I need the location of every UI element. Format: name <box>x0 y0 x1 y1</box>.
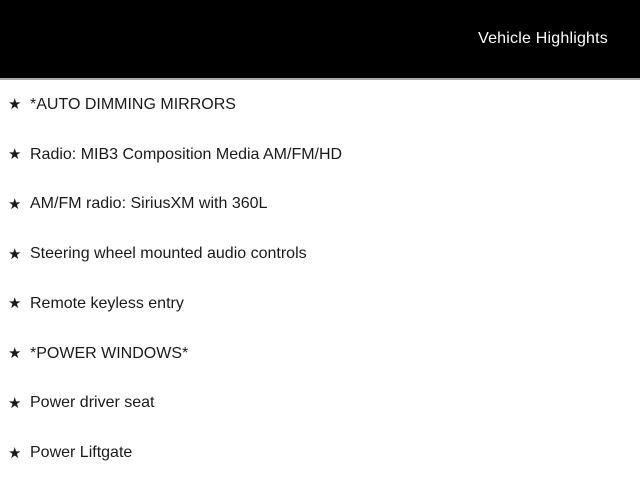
star-bullet-icon: ★ <box>8 96 22 114</box>
list-item <box>8 279 640 329</box>
list-item-label: Radio: MIB3 Composition Media AM/FM/HD <box>30 145 343 163</box>
list-item-label: Power driver seat <box>30 394 155 412</box>
header-bar <box>0 0 640 80</box>
list-item-label: *AUTO DIMMING MIRRORS <box>30 95 236 113</box>
star-bullet-icon: ★ <box>8 345 22 363</box>
star-bullet-icon: ★ <box>8 245 22 263</box>
list-item <box>8 428 640 478</box>
page-title: Vehicle Highlights <box>478 30 608 47</box>
list-item-label: Power Liftgate <box>30 444 133 462</box>
star-bullet-icon: ★ <box>8 444 22 462</box>
list-item <box>8 329 640 379</box>
star-bullet-icon: ★ <box>8 295 22 313</box>
list-item <box>8 379 640 429</box>
star-bullet-icon: ★ <box>8 146 22 164</box>
list-item <box>8 80 640 130</box>
star-bullet-icon: ★ <box>8 195 22 213</box>
vehicle-highlights-list <box>0 80 640 478</box>
list-item <box>8 130 640 180</box>
list-item-label: AM/FM radio: SiriusXM with 360L <box>30 195 268 213</box>
list-item-label: Remote keyless entry <box>30 294 184 312</box>
star-bullet-icon: ★ <box>8 394 22 412</box>
list-item <box>8 229 640 279</box>
list-item-label: *POWER WINDOWS* <box>30 344 189 362</box>
list-item <box>8 180 640 230</box>
list-item-label: Steering wheel mounted audio controls <box>30 245 307 263</box>
